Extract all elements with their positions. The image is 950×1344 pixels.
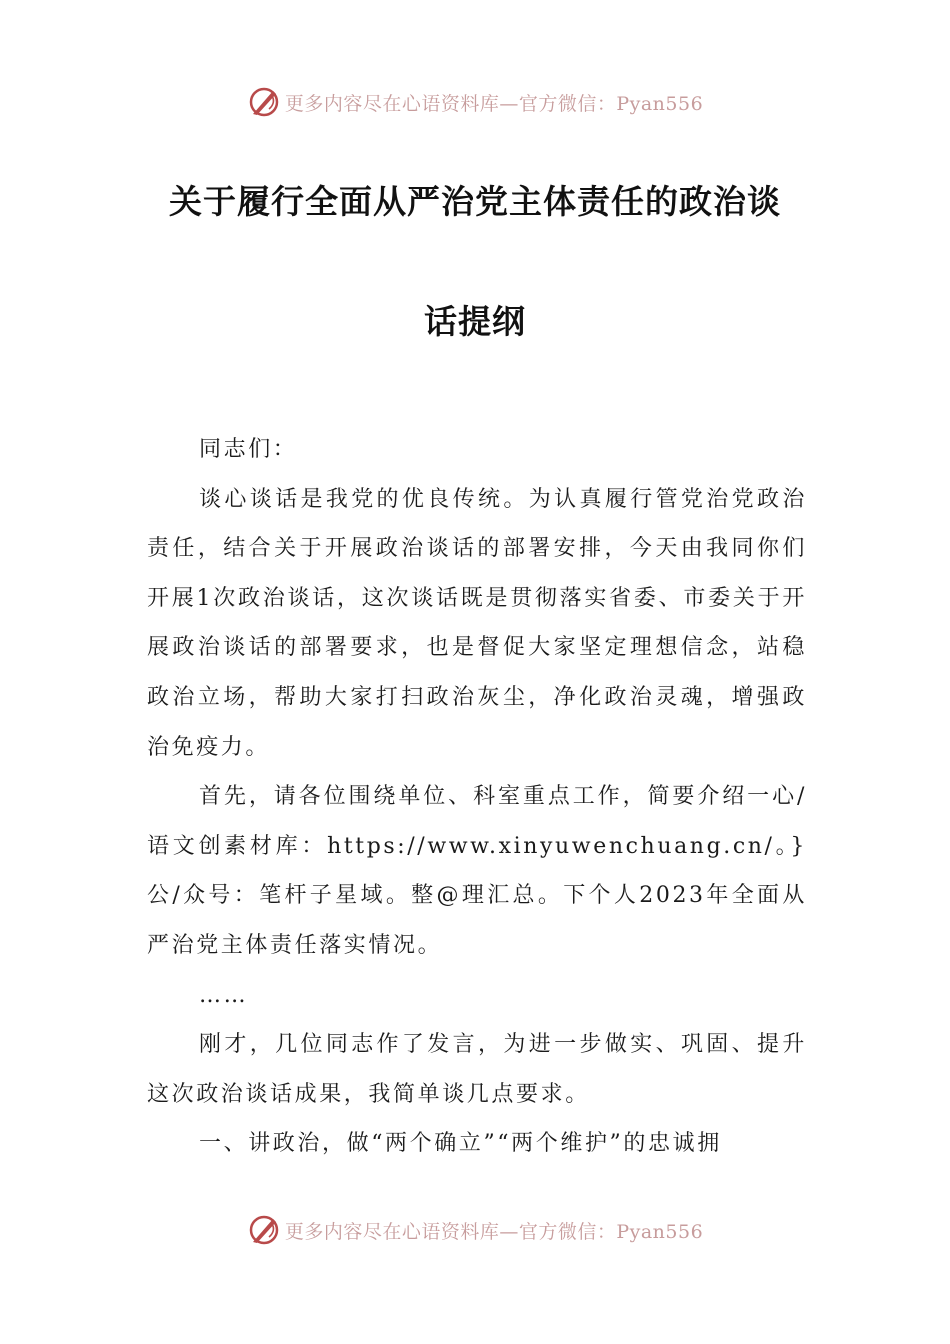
footer-banner xyxy=(0,1210,950,1250)
paragraph-first: 首先，请各位围绕单位、科室重点工作，简要介绍一心/语文创素材库：https://www.xinyuwenchuang.cn/。}公/众号：笔杆子星域。整@理汇总。下个人2023年全面从严治党主体责任落实情况。 xyxy=(147,784,807,958)
paragraph-requirements: 刚才，几位同志作了发言，为进一步做实、巩固、提升这次政治谈话成果，我简单谈几点要求。 xyxy=(147,1032,807,1107)
paragraph-ellipsis: …… xyxy=(199,982,249,1008)
footer-banner-text: 更多内容尽在心语资料库—官方微信：Pyan556 xyxy=(284,1220,704,1243)
header-banner-text: 更多内容尽在心语资料库—官方微信：Pyan556 xyxy=(284,92,704,115)
document-body xyxy=(147,425,807,1169)
document-title-line-2: 话提纲 xyxy=(424,302,526,341)
paragraph-greeting: 同志们： xyxy=(199,437,298,462)
quill-logo-icon xyxy=(247,1213,281,1247)
quill-logo-icon xyxy=(247,85,281,119)
header-banner xyxy=(0,82,950,122)
document-title-line-1: 关于履行全面从严治党主体责任的政治谈 xyxy=(169,182,781,221)
paragraph-section-one: 一、讲政治，做“两个确立”“两个维护”的忠诚拥 xyxy=(199,1131,722,1157)
paragraph-intro: 谈心谈话是我党的优良传统。为认真履行管党治党政治责任，结合关于开展政治谈话的部署安排，今天由我同你们开展1次政治谈话，这次谈话既是贯彻落实省委、市委关于开展政治谈话的部署要求，也是督促大家坚定理想信念，站稳政治立场，帮助大家打扫政治灰尘，净化政治灵魂，增强政治免疫力。 xyxy=(147,486,807,760)
